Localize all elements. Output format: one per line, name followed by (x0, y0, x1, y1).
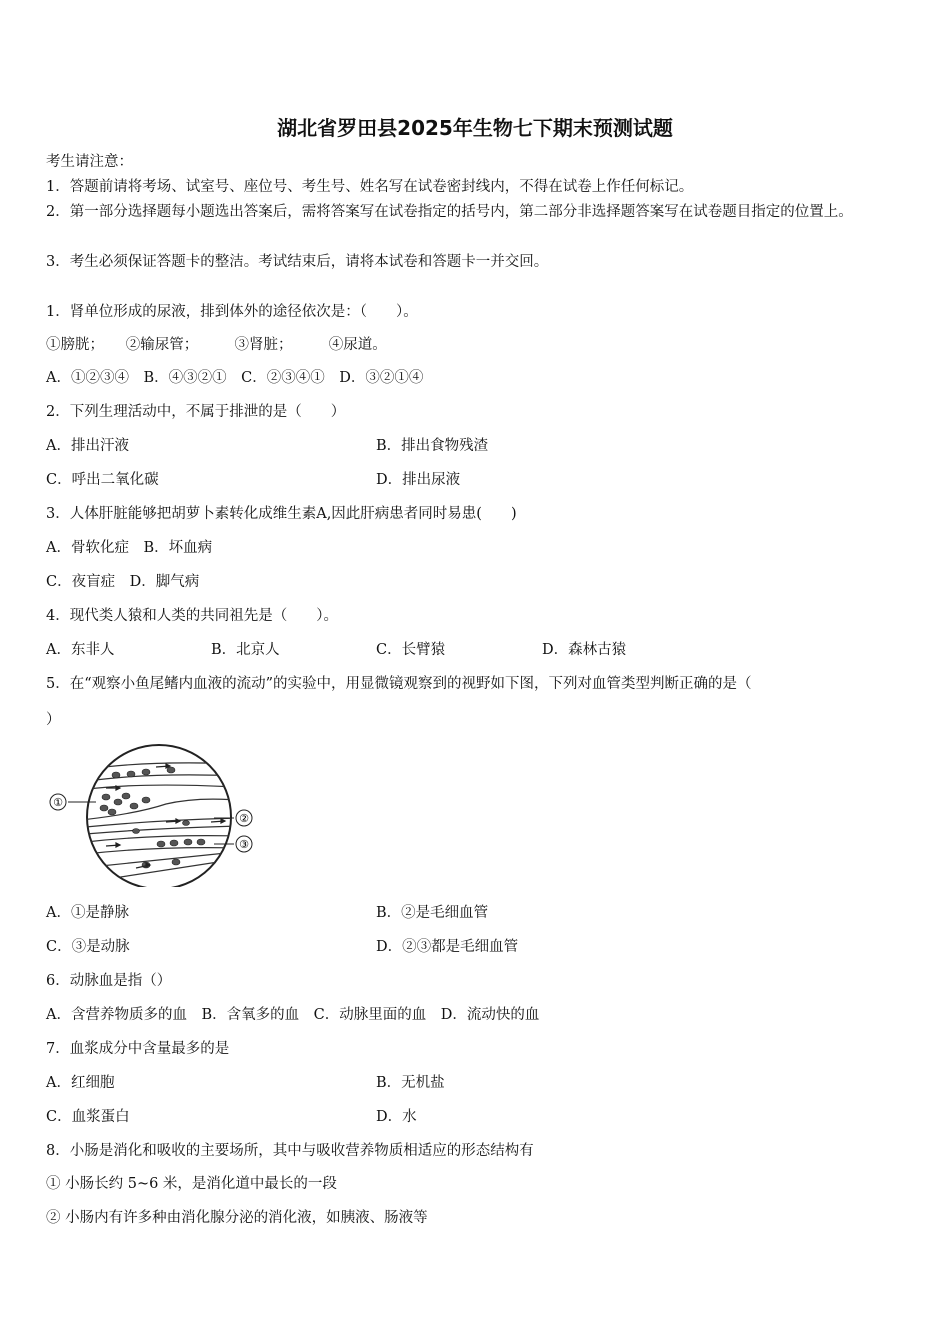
q8-stem: 8．小肠是消化和吸收的主要场所，其中与吸收营养物质相适应的形态结构有 (46, 1143, 534, 1159)
q2-stem: 2．下列生理活动中，不属于排泄的是（ ） (46, 404, 346, 420)
label-1: ① (53, 796, 63, 809)
q5-option-b: B．②是毛细血管 (376, 905, 489, 921)
q3-options-row-1: A．骨软化症 B．坏血病 (46, 540, 213, 556)
notice-heading: 考生请注意： (46, 154, 133, 170)
q8-item-2: ② 小肠内有许多种由消化腺分泌的消化液，如胰液、肠液等 (46, 1210, 428, 1226)
q7-stem: 7．血浆成分中含量最多的是 (46, 1041, 230, 1057)
q4-option-d: D．森林古猿 (542, 642, 627, 658)
q4-stem: 4．现代类人猿和人类的共同祖先是（ ）。 (46, 608, 338, 624)
label-2: ② (239, 812, 249, 825)
label-3: ③ (239, 838, 249, 851)
q2-option-c: C．呼出二氧化碳 (46, 472, 159, 488)
q5-stem: 5．在“观察小鱼尾鳍内血液的流动”的实验中，用显微镜观察到的视野如下图，下列对血管类型判断正确的是（ (46, 676, 752, 692)
notice-item-3: 3．考生必须保证答题卡的整洁。考试结束后，请将本试卷和答题卡一并交回。 (46, 254, 549, 270)
q2-option-a: A．排出汗液 (46, 438, 129, 454)
q3-options-row-2: C．夜盲症 D．脚气病 (46, 574, 200, 590)
q4-option-c: C．长臂猿 (376, 642, 446, 658)
q7-option-a: A．红细胞 (46, 1075, 115, 1091)
q6-stem: 6．动脉血是指（） (46, 973, 172, 989)
notice-item-2: 2．第一部分选择题每小题选出答案后，需将答案写在试卷指定的括号内，第二部分非选择题答案写在试卷题目指定的位置上。 (46, 204, 853, 220)
q8-item-1: ① 小肠长约 5~6 米，是消化道中最长的一段 (46, 1176, 337, 1192)
q7-option-d: D．水 (376, 1109, 417, 1125)
q6-options: A．含营养物质多的血 B．含氧多的血 C．动脉里面的血 D．流动快的血 (46, 1007, 540, 1023)
q1-options: A．①②③④ B．④③②① C．②③④① D．③②①④ (46, 370, 424, 386)
q1-items: ①膀胱； ②输尿管； ③肾脏； ④尿道。 (46, 337, 387, 353)
q5-option-a: A．①是静脉 (46, 905, 129, 921)
blood-vessel-microscope-figure (46, 742, 266, 887)
q1-stem: 1．肾单位形成的尿液，排到体外的途径依次是：（ ）。 (46, 304, 418, 320)
q5-option-c: C．③是动脉 (46, 939, 130, 955)
page-title: 湖北省罗田县2025年生物七下期末预测试题 (277, 116, 673, 140)
q7-option-b: B．无机盐 (376, 1075, 445, 1091)
q3-stem: 3．人体肝脏能够把胡萝卜素转化成维生素A,因此肝病患者同时易患( ) (46, 506, 517, 522)
q7-option-c: C．血浆蛋白 (46, 1109, 130, 1125)
q5-stem-end: ） (46, 712, 61, 728)
q2-option-b: B．排出食物残渣 (376, 438, 489, 454)
q2-option-d: D．排出尿液 (376, 472, 461, 488)
q4-option-a: A．东非人 (46, 642, 115, 658)
q4-option-b: B．北京人 (211, 642, 280, 658)
notice-item-1: 1．答题前请将考场、试室号、座位号、考生号、姓名写在试卷密封线内，不得在试卷上作任何标记。 (46, 179, 694, 195)
q5-option-d: D．②③都是毛细血管 (376, 939, 519, 955)
